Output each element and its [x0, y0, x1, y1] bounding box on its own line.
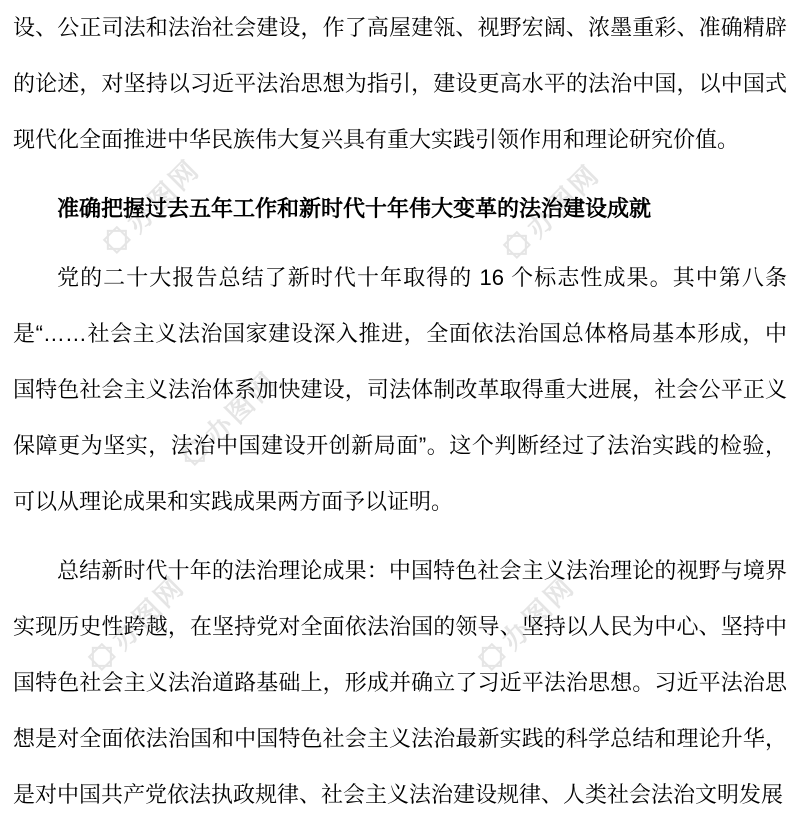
watermark-text: 办图网 — [121, 153, 206, 239]
watermark-text: 办图网 — [199, 365, 284, 451]
watermark-text: 办图网 — [496, 570, 581, 656]
watermark-text: 办图网 — [106, 570, 191, 656]
section-heading: 准确把握过去五年工作和新时代十年伟大变革的法治建设成就 — [57, 196, 652, 221]
paragraph-continuation: 设、公正司法和法治社会建设，作了高屋建瓴、视野宏阔、浓墨重彩、准确精辟的论述，对坚持以习近平法治思想为指引，建设更高水平的法治中国，以中国式现代化全面推进中华民族伟大复兴具有重大实践引领作用和理论研究价值。 — [13, 15, 787, 152]
paragraph-achievements: 党的二十大报告总结了新时代十年取得的 16 个标志性成果。其中第八条是“……社会主义法治国家建设深入推进，全面依法治国总体格局基本形成，中国特色社会主义法治体系加快建设，司法体制改革取得重大进展，社会公平正义保障更为坚实，法治中国建设开创新局面”。这个判断经过了法治实践的检验，可以从理论成果和实践成果两方面予以证明。 — [13, 265, 787, 514]
paragraph-theory-results: 总结新时代十年的法治理论成果：中国特色社会主义法治理论的视野与境界实现历史性跨越，在坚持党对全面依法治国的领导、坚持以人民为中心、坚持中国特色社会主义法治道路基础上，形成并确立了习近平法治思想。习近平法治思想是对全面依法治国和中国特色社会主义法治最新实践的科学总结和理论升华，是对中国共产党依法执政规律、社会主义法治建设规律、人类社会法治文明发展 — [13, 558, 787, 807]
watermark-text: 办图网 — [521, 158, 606, 244]
